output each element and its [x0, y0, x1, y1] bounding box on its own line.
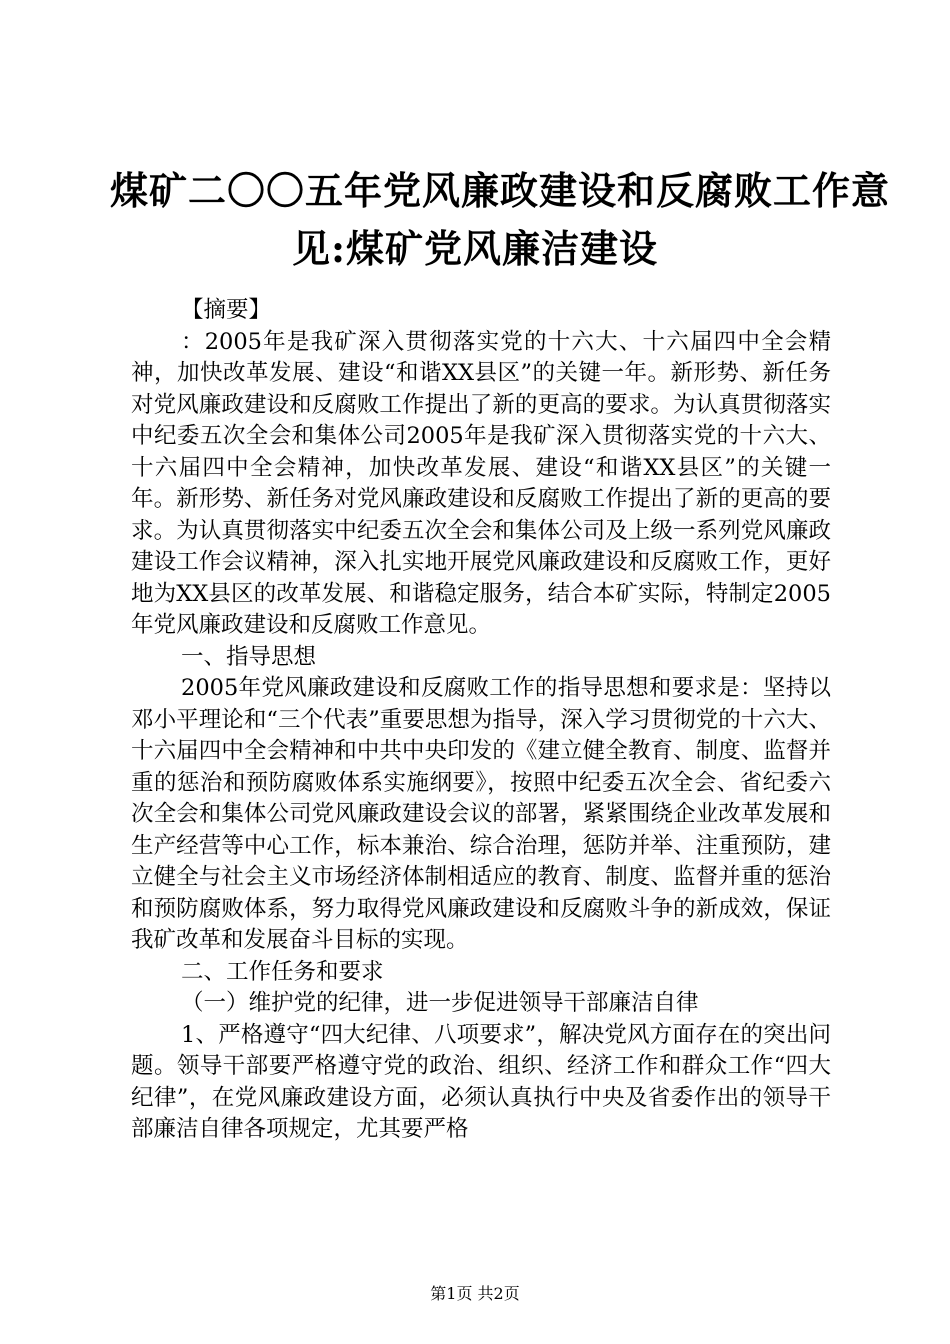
document-body: [131, 295, 831, 1146]
abstract-paragraph: ：2005年是我矿深入贯彻落实党的十六大、十六届四中全会精神，加快改革发展、建设“和谐XX县区”的关键一年。新形势、新任务对党风廉政建设和反腐败工作提出了新的更高的要求。为认真贯彻落实中纪委五次全会和集体公司2005年是我矿深入贯彻落实党的十六大、十六届四中全会精神，加快改革发展、建设“和谐XX县区”的关键一年。新形势、新任务对党风廉政建设和反腐败工作提出了新的更高的要求。为认真贯彻落实中纪委五次全会和集体公司及上级一系列党风廉政建设工作会议精神，深入扎实地开展党风廉政建设和反腐败工作，更好地为XX县区的改革发展、和谐稳定服务，结合本矿实际，特制定2005年党风廉政建设和反腐败工作意见。: [131, 328, 831, 638]
document-title-line-2: 见:煤矿党风廉洁建设: [291, 226, 659, 271]
subsection-heading-discipline: （一）维护党的纪律，进一步促进领导干部廉洁自律: [181, 990, 699, 1016]
abstract-heading: 【摘要】: [181, 297, 272, 323]
section-heading-tasks: 二、工作任务和要求: [181, 958, 384, 985]
document-title-line-1: 煤矿二〇〇五年党风廉政建设和反腐败工作意: [110, 168, 891, 213]
discipline-paragraph: 1、严格遵守“四大纪律、八项要求”，解决党风方面存在的突出问题。领导干部要严格遵守党的政治、组织、经济工作和群众工作“四大纪律”，在党风廉政建设方面，必须认真执行中央及省委作出的领导干部廉洁自律各项规定，尤其要严格: [131, 1021, 831, 1142]
guiding-ideology-paragraph: 2005年党风廉政建设和反腐败工作的指导思想和要求是：坚持以邓小平理论和“三个代表”重要思想为指导，深入学习贯彻党的十六大、十六届四中全会精神和中共中央印发的《建立健全教育、制度、监督并重的惩治和预防腐败体系实施纲要》，按照中纪委五次全会、省纪委六次全会和集体公司党风廉政建设会议的部署，紧紧围绕企业改革发展和生产经营等中心工作，标本兼治、综合治理，惩防并举、注重预防，建立健全与社会主义市场经济体制相适应的教育、制度、监督并重的惩治和预防腐败体系，努力取得党风廉政建设和反腐败斗争的新成效，保证我矿改革和发展奋斗目标的实现。: [131, 675, 831, 953]
page-footer: 第1页 共2页: [430, 1284, 520, 1303]
section-heading-guiding-ideology: 一、指导思想: [181, 643, 317, 670]
